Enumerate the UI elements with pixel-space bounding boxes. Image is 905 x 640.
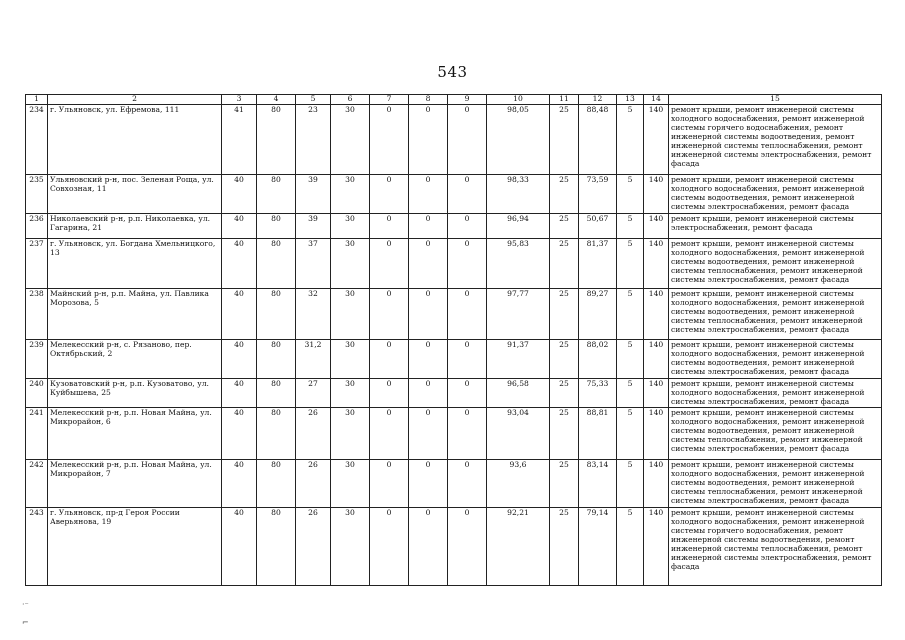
row-number: 238 [26, 288, 48, 339]
value-cell: 30 [331, 378, 370, 408]
header-row [26, 95, 882, 105]
value-cell: 80 [257, 105, 296, 175]
table-row [26, 508, 882, 586]
value-cell: 25 [550, 460, 579, 508]
value-cell: 30 [331, 460, 370, 508]
value-cell: 91,37 [487, 339, 550, 378]
value-cell: 37 [296, 238, 331, 288]
value-cell: 39 [296, 213, 331, 238]
works-cell: ремонт крыши, ремонт инженерной системы холодного водоснабжения, ремонт инженерной системы водоотведения, ремонт инженерной системы теплоснабжения, ремонт инженерной системы электроснабжения, ремонт фасада [669, 460, 882, 508]
value-cell: 89,27 [579, 288, 617, 339]
value-cell: 140 [644, 378, 669, 408]
value-cell: 5 [617, 339, 644, 378]
address-cell: Мелекесский р-н, с. Рязаново, пер. Октябрьский, 2 [48, 339, 222, 378]
value-cell: 5 [617, 213, 644, 238]
value-cell: 30 [331, 175, 370, 214]
value-cell: 23 [296, 105, 331, 175]
address-cell: Мелекесский р-н, р.п. Новая Майна, ул. Микрорайон, 7 [48, 460, 222, 508]
value-cell: 25 [550, 508, 579, 586]
value-cell: 0 [448, 508, 487, 586]
value-cell: 73,59 [579, 175, 617, 214]
value-cell: 0 [409, 460, 448, 508]
value-cell: 25 [550, 378, 579, 408]
table-row [26, 105, 882, 175]
value-cell: 0 [409, 508, 448, 586]
value-cell: 98,33 [487, 175, 550, 214]
value-cell: 5 [617, 408, 644, 460]
value-cell: 0 [370, 460, 409, 508]
table-row [26, 378, 882, 408]
value-cell: 26 [296, 408, 331, 460]
value-cell: 95,83 [487, 238, 550, 288]
value-cell: 93,6 [487, 460, 550, 508]
value-cell: 30 [331, 508, 370, 586]
address-cell: Майнский р-н, р.п. Майна, ул. Павлика Морозова, 5 [48, 288, 222, 339]
value-cell: 0 [370, 213, 409, 238]
value-cell: 40 [222, 408, 257, 460]
works-cell: ремонт крыши, ремонт инженерной системы холодного водоснабжения, ремонт инженерной системы водоотведения, ремонт инженерной системы электроснабжения, ремонт фасада [669, 175, 882, 214]
value-cell: 0 [370, 339, 409, 378]
value-cell: 5 [617, 460, 644, 508]
column-header: 4 [257, 95, 296, 105]
works-cell: ремонт крыши, ремонт инженерной системы электроснабжения, ремонт фасада [669, 213, 882, 238]
address-cell: г. Ульяновск, ул. Ефремова, 111 [48, 105, 222, 175]
value-cell: 83,14 [579, 460, 617, 508]
value-cell: 93,04 [487, 408, 550, 460]
address-cell: Ульяновский р-н, пос. Зеленая Роща, ул. Совхозная, 11 [48, 175, 222, 214]
works-cell: ремонт крыши, ремонт инженерной системы холодного водоснабжения, ремонт инженерной системы водоотведения, ремонт инженерной системы электроснабжения, ремонт фасада [669, 339, 882, 378]
value-cell: 0 [409, 339, 448, 378]
table-row [26, 460, 882, 508]
works-cell: ремонт крыши, ремонт инженерной системы холодного водоснабжения, ремонт инженерной системы горячего водоснабжения, ремонт инженерной системы водоотведения, ремонт инженерной системы теплоснабжения, ремонт инженерной системы электроснабжения, ремонт фасада [669, 508, 882, 586]
value-cell: 81,37 [579, 238, 617, 288]
value-cell: 80 [257, 175, 296, 214]
value-cell: 0 [370, 288, 409, 339]
value-cell: 26 [296, 460, 331, 508]
table-row [26, 408, 882, 460]
value-cell: 140 [644, 508, 669, 586]
value-cell: 0 [370, 105, 409, 175]
value-cell: 30 [331, 238, 370, 288]
column-header: 3 [222, 95, 257, 105]
value-cell: 0 [409, 105, 448, 175]
column-header: 6 [331, 95, 370, 105]
works-cell: ремонт крыши, ремонт инженерной системы холодного водоснабжения, ремонт инженерной системы электроснабжения, ремонт фасада [669, 378, 882, 408]
works-cell: ремонт крыши, ремонт инженерной системы холодного водоснабжения, ремонт инженерной системы водоотведения, ремонт инженерной системы теплоснабжения, ремонт инженерной системы электроснабжения, ремонт фасада [669, 288, 882, 339]
page-number: 543 [437, 63, 468, 81]
column-header: 5 [296, 95, 331, 105]
value-cell: 31,2 [296, 339, 331, 378]
value-cell: 0 [448, 460, 487, 508]
value-cell: 0 [448, 339, 487, 378]
value-cell: 40 [222, 213, 257, 238]
value-cell: 140 [644, 238, 669, 288]
column-header: 2 [48, 95, 222, 105]
value-cell: 39 [296, 175, 331, 214]
address-cell: Кузоватовский р-н, р.п. Кузоватово, ул. Куйбышева, 25 [48, 378, 222, 408]
column-header: 13 [617, 95, 644, 105]
value-cell: 97,77 [487, 288, 550, 339]
column-header: 14 [644, 95, 669, 105]
row-number: 241 [26, 408, 48, 460]
value-cell: 25 [550, 238, 579, 288]
row-number: 239 [26, 339, 48, 378]
value-cell: 30 [331, 288, 370, 339]
value-cell: 40 [222, 378, 257, 408]
value-cell: 0 [370, 508, 409, 586]
works-cell: ремонт крыши, ремонт инженерной системы холодного водоснабжения, ремонт инженерной системы горячего водоснабжения, ремонт инженерной системы водоотведения, ремонт инженерной системы теплоснабжения, ремонт инженерной системы электроснабжения, ремонт фасада [669, 105, 882, 175]
value-cell: 0 [448, 288, 487, 339]
value-cell: 140 [644, 460, 669, 508]
value-cell: 25 [550, 105, 579, 175]
address-cell: г. Ульяновск, пр-д Героя России Аверьянова, 19 [48, 508, 222, 586]
column-header: 7 [370, 95, 409, 105]
value-cell: 96,94 [487, 213, 550, 238]
address-cell: г. Ульяновск, ул. Богдана Хмельницкого, 13 [48, 238, 222, 288]
value-cell: 5 [617, 508, 644, 586]
value-cell: 30 [331, 339, 370, 378]
value-cell: 40 [222, 288, 257, 339]
value-cell: 0 [409, 288, 448, 339]
value-cell: 5 [617, 175, 644, 214]
value-cell: 0 [409, 378, 448, 408]
row-number: 235 [26, 175, 48, 214]
value-cell: 0 [370, 378, 409, 408]
value-cell: 5 [617, 288, 644, 339]
value-cell: 32 [296, 288, 331, 339]
address-cell: Мелекесский р-н, р.п. Новая Майна, ул. Микрорайон, 6 [48, 408, 222, 460]
value-cell: 26 [296, 508, 331, 586]
value-cell: 80 [257, 339, 296, 378]
value-cell: 140 [644, 175, 669, 214]
value-cell: 40 [222, 508, 257, 586]
value-cell: 0 [409, 213, 448, 238]
value-cell: 25 [550, 408, 579, 460]
value-cell: 80 [257, 508, 296, 586]
value-cell: 80 [257, 238, 296, 288]
value-cell: 5 [617, 238, 644, 288]
column-header: 11 [550, 95, 579, 105]
value-cell: 88,02 [579, 339, 617, 378]
table-row [26, 288, 882, 339]
value-cell: 92,21 [487, 508, 550, 586]
value-cell: 50,67 [579, 213, 617, 238]
value-cell: 40 [222, 238, 257, 288]
value-cell: 140 [644, 213, 669, 238]
row-number: 234 [26, 105, 48, 175]
address-cell: Николаевский р-н, р.п. Николаевка, ул. Гагарина, 21 [48, 213, 222, 238]
value-cell: 140 [644, 105, 669, 175]
value-cell: 0 [448, 378, 487, 408]
value-cell: 96,58 [487, 378, 550, 408]
value-cell: 0 [409, 175, 448, 214]
value-cell: 5 [617, 378, 644, 408]
value-cell: 79,14 [579, 508, 617, 586]
value-cell: 27 [296, 378, 331, 408]
table-row [26, 339, 882, 378]
value-cell: 0 [370, 408, 409, 460]
value-cell: 25 [550, 288, 579, 339]
row-number: 240 [26, 378, 48, 408]
value-cell: 0 [448, 213, 487, 238]
value-cell: 25 [550, 213, 579, 238]
scan-mark-icon: ⌐ [22, 618, 29, 627]
value-cell: 0 [448, 175, 487, 214]
value-cell: 30 [331, 408, 370, 460]
value-cell: 0 [409, 408, 448, 460]
row-number: 242 [26, 460, 48, 508]
works-cell: ремонт крыши, ремонт инженерной системы холодного водоснабжения, ремонт инженерной системы водоотведения, ремонт инженерной системы теплоснабжения, ремонт инженерной системы электроснабжения, ремонт фасада [669, 238, 882, 288]
value-cell: 80 [257, 408, 296, 460]
table-row [26, 175, 882, 214]
value-cell: 88,48 [579, 105, 617, 175]
value-cell: 41 [222, 105, 257, 175]
value-cell: 140 [644, 339, 669, 378]
value-cell: 98,05 [487, 105, 550, 175]
value-cell: 80 [257, 460, 296, 508]
column-header: 8 [409, 95, 448, 105]
value-cell: 25 [550, 339, 579, 378]
value-cell: 0 [448, 238, 487, 288]
row-number: 236 [26, 213, 48, 238]
scan-mark-icon: ·⁻ [22, 600, 29, 609]
value-cell: 40 [222, 339, 257, 378]
registry-table [25, 94, 882, 586]
value-cell: 80 [257, 213, 296, 238]
row-number: 243 [26, 508, 48, 586]
works-cell: ремонт крыши, ремонт инженерной системы холодного водоснабжения, ремонт инженерной системы водоотведения, ремонт инженерной системы теплоснабжения, ремонт инженерной системы электроснабжения, ремонт фасада [669, 408, 882, 460]
value-cell: 140 [644, 288, 669, 339]
value-cell: 140 [644, 408, 669, 460]
column-header: 1 [26, 95, 48, 105]
value-cell: 88,81 [579, 408, 617, 460]
table-row [26, 213, 882, 238]
value-cell: 30 [331, 213, 370, 238]
value-cell: 30 [331, 105, 370, 175]
table-row [26, 238, 882, 288]
value-cell: 0 [370, 238, 409, 288]
column-header: 15 [669, 95, 882, 105]
value-cell: 0 [448, 408, 487, 460]
value-cell: 5 [617, 105, 644, 175]
value-cell: 0 [409, 238, 448, 288]
column-header: 9 [448, 95, 487, 105]
value-cell: 75,33 [579, 378, 617, 408]
value-cell: 40 [222, 460, 257, 508]
value-cell: 0 [448, 105, 487, 175]
value-cell: 25 [550, 175, 579, 214]
value-cell: 0 [370, 175, 409, 214]
value-cell: 80 [257, 288, 296, 339]
column-header: 10 [487, 95, 550, 105]
column-header: 12 [579, 95, 617, 105]
value-cell: 40 [222, 175, 257, 214]
row-number: 237 [26, 238, 48, 288]
value-cell: 80 [257, 378, 296, 408]
